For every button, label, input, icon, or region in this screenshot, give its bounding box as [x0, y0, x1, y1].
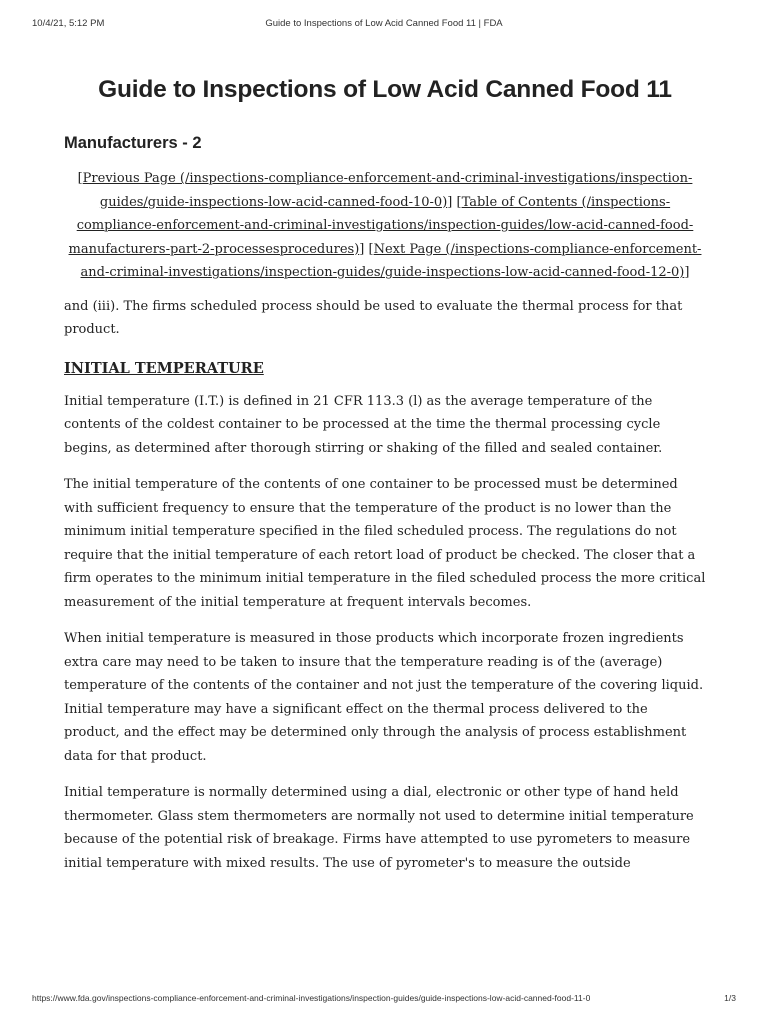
- print-url: https://www.fda.gov/inspections-compliance-enforcement-and-criminal-investigations/inspection-guides/guide-inspections-low-acid-canned-food-11-0: [32, 993, 591, 1003]
- body-paragraph: Initial temperature (I.T.) is defined in 21 CFR 113.3 (l) as the average temperature of the contents of the coldest container to be processed at the time the thermal processing cycle begins, as determined after thorough stirring or shaking of the filled and sealed container.: [64, 393, 663, 456]
- article-content: [64, 76, 706, 888]
- bracket: [: [77, 171, 83, 186]
- body-paragraph: Initial temperature is normally determined using a dial, electronic or other type of hand held thermometer. Glass stem thermometers are normally not used to determine initial temperature because of the potential risk of breakage. Firms have attempted to use pyrometers to measure initial temperature with mixed results. The use of pyrometer's to measure the outside: [64, 785, 694, 871]
- body-paragraph: When initial temperature is measured in those products which incorporate frozen ingredients extra care may need to be taken to insure that the temperature reading is of the (average) temperature of the contents of the container and not just the temperature of the covering liquid. Initial temperature may have a significant effect on the thermal process delivered to the product, and the effect may be determined only through the analysis of process establishment data for that product.: [64, 631, 704, 764]
- print-header: [32, 18, 736, 32]
- print-page-count: 1/3: [724, 993, 736, 1003]
- bracket: ]: [359, 241, 365, 257]
- body-paragraph: The initial temperature of the contents of one container to be processed must be determined with sufficient frequency to ensure that the temperature of the product is no lower than the minimum initial temperature specified in the filed scheduled process. The regulations do not require that the initial temperature of each retort load of product be checked. The closer that a firm operates to the minimum initial temperature in the filed scheduled process the more critical measurement of the initial temperature at frequent intervals becomes.: [64, 477, 706, 610]
- page-title: Guide to Inspections of Low Acid Canned Food 11: [98, 76, 672, 103]
- section-heading: INITIAL TEMPERATURE: [64, 359, 264, 377]
- print-page-title: Guide to Inspections of Low Acid Canned Food 11 | FDA: [265, 18, 503, 29]
- intro-paragraph: and (iii). The firms scheduled process should be used to evaluate the thermal process for that product.: [64, 298, 683, 337]
- bracket: [: [364, 241, 374, 257]
- page-navigation: [64, 167, 706, 285]
- print-footer: [32, 993, 736, 1007]
- next-page-link[interactable]: Next Page (/inspections-compliance-enforcement-and-criminal-investigations/inspection-guides/guide-inspections-low-acid-canned-food-12-0): [80, 241, 702, 280]
- bracket: ]: [447, 194, 453, 210]
- bracket: ]: [684, 265, 690, 280]
- previous-page-link[interactable]: Previous Page (/inspections-compliance-enforcement-and-criminal-investigations/inspection-guides/guide-inspections-low-acid-canned-food-10-0): [82, 171, 693, 210]
- print-datetime: 10/4/21, 5:12 PM: [32, 18, 105, 29]
- page-subtitle: Manufacturers - 2: [64, 134, 202, 152]
- table-of-contents-link[interactable]: Table of Contents (/inspections-compliance-enforcement-and-criminal-investigations/inspection-guides/low-acid-canned-food-manufacturers-part-2-processesprocedures): [68, 194, 694, 257]
- bracket: [: [452, 194, 462, 210]
